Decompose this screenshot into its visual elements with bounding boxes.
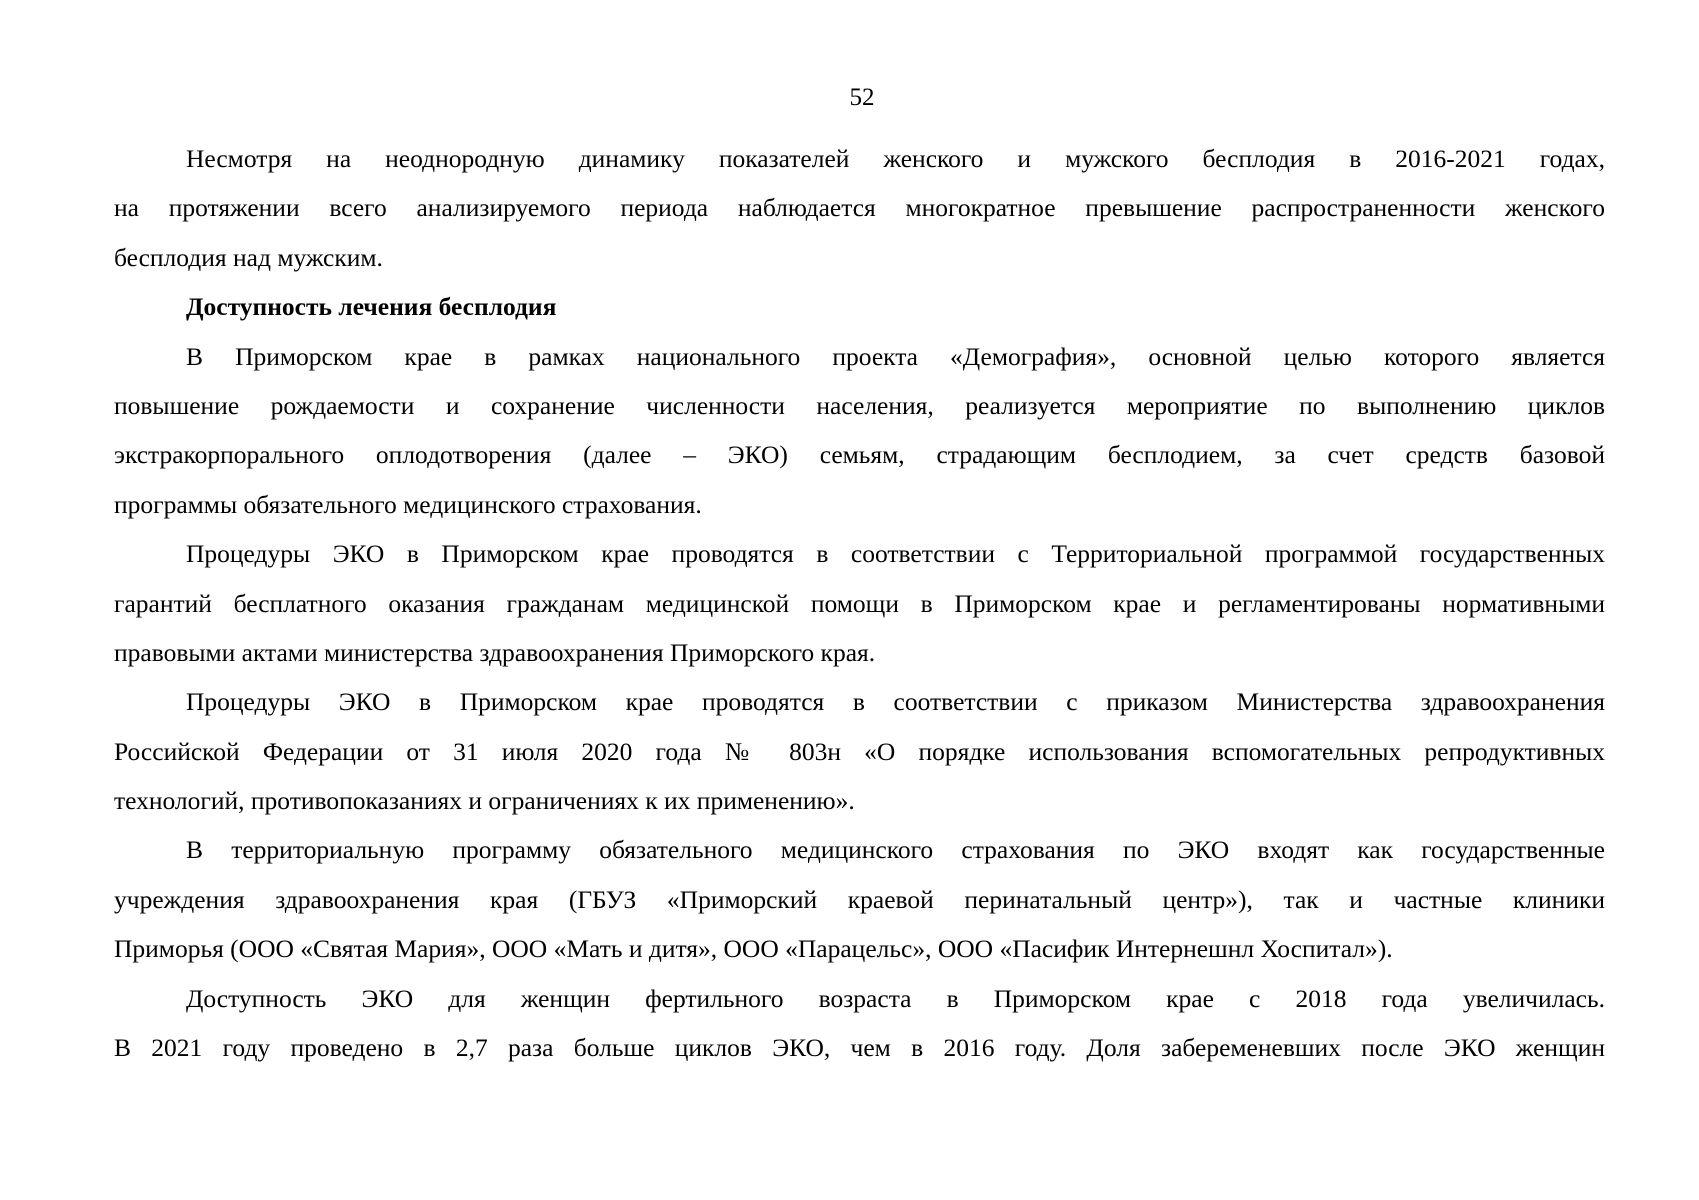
text-line: Процедуры ЭКО в Приморском крае проводятся в соответствии с Территориальной программой государственных — [186, 539, 1605, 569]
paragraph-eco-availability — [114, 974, 1605, 1073]
paragraph-infertility-dynamics — [114, 134, 1605, 282]
paragraph-clinics — [114, 825, 1605, 973]
document-body — [114, 134, 1605, 1072]
text-line: технологий, противопоказаниях и ограничениях к их применению». — [114, 786, 855, 816]
text-line: учреждения здравоохранения края (ГБУЗ «Приморский краевой перинатальный центр»), так и частные клиники — [114, 884, 1605, 914]
text-line: Российской Федерации от 31 июля 2020 года № 803н «О порядке использования вспомогательных репродуктивных — [114, 736, 1605, 766]
paragraph-demography-project — [114, 332, 1605, 530]
paragraph-territorial-program — [114, 529, 1605, 677]
text-line: экстракорпорального оплодотворения (далее – ЭКО) семьям, страдающим бесплодием, за счет средств базовой — [114, 440, 1605, 470]
text-line: В Приморском крае в рамках национального проекта «Демография», основной целью которого является — [186, 341, 1605, 371]
text-line: Несмотря на неоднородную динамику показателей женского и мужского бесплодия в 2016-2021 годах, — [186, 144, 1605, 173]
text-line: бесплодия над мужским. — [114, 242, 383, 272]
text-line: Доступность ЭКО для женщин фертильного возраста в Приморском крае с 2018 года увеличилась. — [186, 983, 1605, 1013]
text-line: повышение рождаемости и сохранение численности населения, реализуется мероприятие по выполнению циклов — [114, 390, 1605, 420]
text-line: гарантий бесплатного оказания гражданам медицинской помощи в Приморском крае и регламентированы нормативными — [114, 588, 1605, 618]
text-line: Процедуры ЭКО в Приморском крае проводятся в соответствии с приказом Министерства здравоохранения — [186, 687, 1605, 717]
text-line: В территориальную программу обязательного медицинского страхования по ЭКО входят как государственные — [186, 835, 1605, 865]
page-number: 52 — [849, 84, 875, 111]
paragraph-ministry-order — [114, 677, 1605, 825]
text-line: программы обязательного медицинского страхования. — [114, 489, 702, 519]
text-line: на протяжении всего анализируемого периода наблюдается многократное превышение распространенности женского — [114, 193, 1605, 223]
section-heading: Доступность лечения бесплодия — [186, 292, 557, 322]
text-line: правовыми актами министерства здравоохранения Приморского края. — [114, 637, 876, 667]
text-line: Приморья (ООО «Святая Мария», ООО «Мать и дитя», ООО «Парацельс», ООО «Пасифик Интернешнл Хоспитал»). — [114, 934, 1393, 964]
text-line: В 2021 году проведено в 2,7 раза больше циклов ЭКО, чем в 2016 году. Доля забеременевших после ЭКО женщин — [114, 1033, 1605, 1063]
